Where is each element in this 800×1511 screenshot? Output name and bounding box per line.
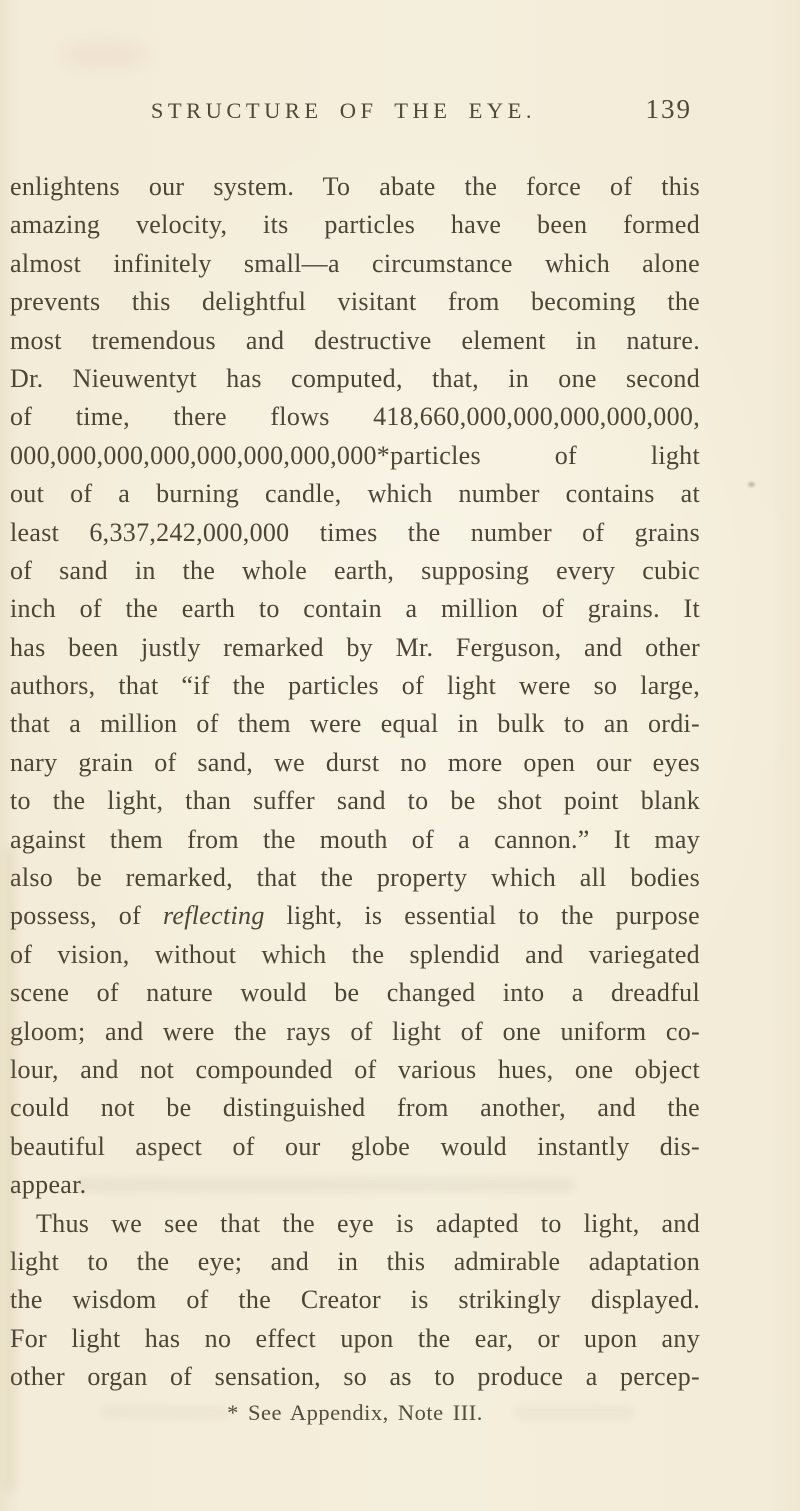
page-gutter-shadow	[4, 850, 16, 1490]
body-line: of vision, without which the splendid and variegated	[10, 939, 700, 969]
body-line-numeric: least 6,337,242,000,000 times the number of grains	[10, 517, 700, 547]
body-line: Dr. Nieuwentyt has computed, that, in one second	[10, 363, 700, 393]
body-line: scene of nature would be changed into a dreadful	[10, 978, 700, 1008]
body-line: other organ of sensation, so as to produce a percep-	[10, 1362, 700, 1392]
page-number: 139	[645, 94, 692, 124]
running-header	[10, 94, 700, 130]
body-line: almost infinitely small—a circumstance which alone	[10, 248, 700, 278]
footnote: * See Appendix, Note III.	[227, 1400, 483, 1425]
body-line: has been justly remarked by Mr. Ferguson, and other	[10, 632, 700, 662]
paragraph-end-line: appear.	[10, 1170, 87, 1200]
body-line: amazing velocity, its particles have been formed	[10, 210, 700, 240]
body-line-numeric: of time, there flows 418,660,000,000,000,000,000,	[10, 402, 700, 432]
paper-stain	[60, 40, 150, 70]
body-line: lour, and not compounded of various hues, one object	[10, 1054, 700, 1084]
body-line-segment: light, is essential to the purpose	[264, 901, 700, 931]
page-body-text	[10, 168, 700, 1397]
body-line: enlightens our system. To abate the force of this	[10, 172, 700, 201]
body-line: inch of the earth to contain a million of grains. It	[10, 594, 700, 624]
body-line: gloom; and were the rays of light of one uniform co-	[10, 1016, 700, 1046]
body-line: against them from the mouth of a cannon.” It may	[10, 824, 700, 854]
body-line: that a million of them were equal in bulk to an ordi-	[10, 709, 700, 739]
body-line: could not be distinguished from another, and the	[10, 1093, 700, 1123]
body-line: to the light, than suffer sand to be shot point blank	[10, 786, 700, 816]
paper-speck	[748, 482, 755, 487]
body-line: the wisdom of the Creator is strikingly displayed.	[10, 1285, 700, 1315]
show-through-artifact	[100, 1406, 230, 1419]
body-line: out of a burning candle, which number contains at	[10, 479, 700, 509]
body-line-segment: possess, of	[10, 901, 163, 931]
page-header-title: STRUCTURE OF THE EYE.	[150, 98, 536, 123]
body-line: authors, that “if the particles of light were so large,	[10, 671, 700, 701]
show-through-artifact	[515, 1406, 635, 1419]
body-line-with-italic	[10, 897, 700, 935]
body-line-numeric: 000,000,000,000,000,000,000,000*particles of light	[10, 440, 700, 470]
body-line: of sand in the whole earth, supposing every cubic	[10, 555, 700, 585]
body-line: most tremendous and destructive element in nature.	[10, 325, 700, 355]
show-through-artifact	[75, 1178, 575, 1192]
body-line: For light has no effect upon the ear, or upon any	[10, 1323, 700, 1353]
paragraph-start-line: Thus we see that the eye is adapted to light, and	[36, 1208, 700, 1238]
body-line: also be remarked, that the property which all bodies	[10, 863, 700, 893]
body-line: beautiful aspect of our globe would instantly dis-	[10, 1131, 700, 1161]
body-line: light to the eye; and in this admirable adaptation	[10, 1246, 700, 1276]
italic-word: reflecting	[162, 901, 265, 931]
body-line: nary grain of sand, we durst no more open our eyes	[10, 747, 700, 777]
body-line: prevents this delightful visitant from becoming the	[10, 287, 700, 317]
